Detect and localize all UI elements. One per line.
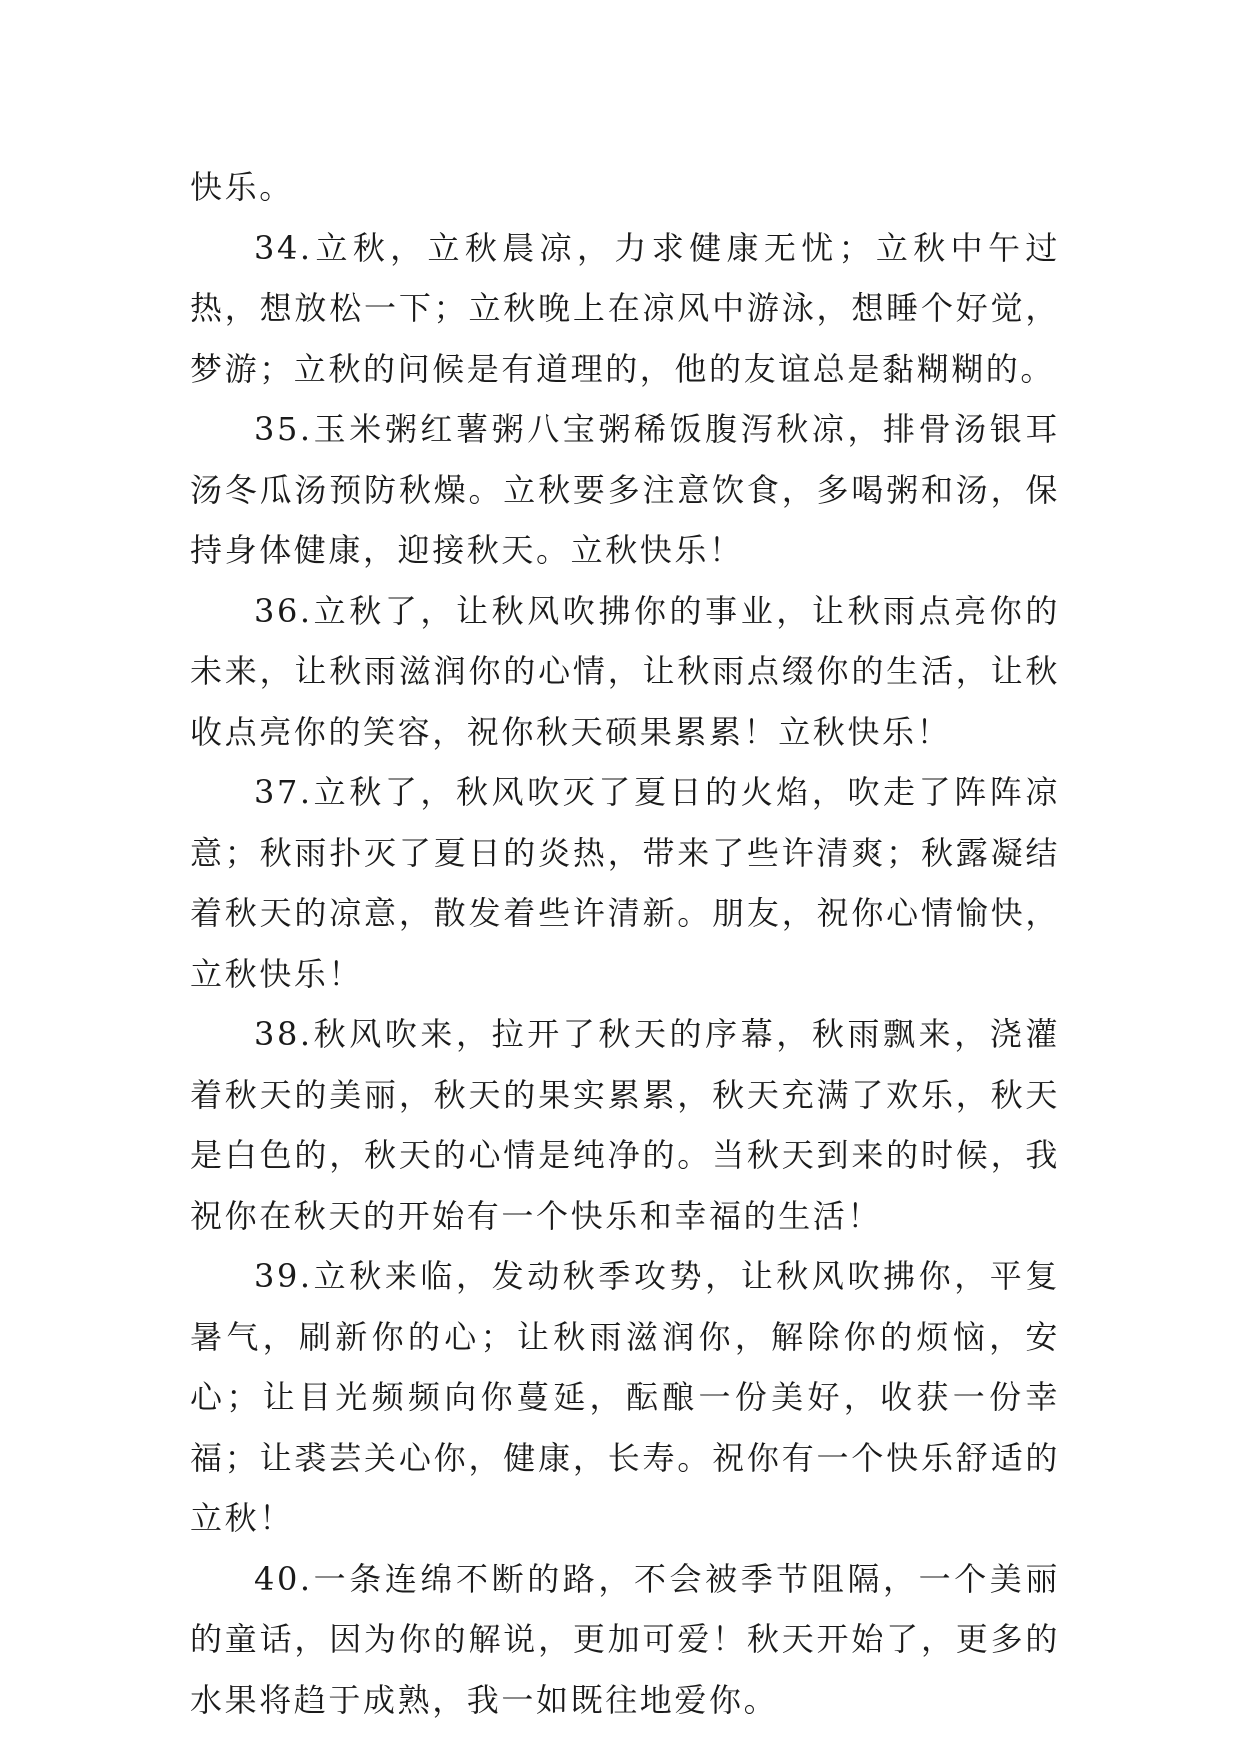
paragraph-34: 34.立秋，立秋晨凉，力求健康无忧；立秋中午过热，想放松一下；立秋晚上在凉风中游泳，想睡个好觉，梦游；立秋的问候是有道理的，他的友谊总是黏糊糊的。 xyxy=(190,228,1060,388)
paragraph-35: 35.玉米粥红薯粥八宝粥稀饭腹泻秋凉，排骨汤银耳汤冬瓜汤预防秋燥。立秋要多注意饮食，多喝粥和汤，保持身体健康，迎接秋天。立秋快乐！ xyxy=(190,410,1060,569)
paragraph-40: 40.一条连绵不断的路，不会被季节阻隔，一个美丽的童话，因为你的解说，更加可爱！秋天开始了，更多的水果将趋于成熟，我一如既往地爱你。 xyxy=(190,1559,1060,1719)
paragraph-37: 37.立秋了，秋风吹灭了夏日的火焰，吹走了阵阵凉意；秋雨扑灭了夏日的炎热，带来了些许清爽；秋露凝结着秋天的凉意，散发着些许清新。朋友，祝你心情愉快，立秋快乐！ xyxy=(190,773,1060,993)
paragraph-38: 38.秋风吹来，拉开了秋天的序幕，秋雨飘来，浇灌着秋天的美丽，秋天的果实累累，秋天充满了欢乐，秋天是白色的，秋天的心情是纯净的。当秋天到来的时候，我祝你在秋天的开始有一个快乐和幸福的生活！ xyxy=(190,1015,1060,1235)
paragraph-36: 36.立秋了，让秋风吹拂你的事业，让秋雨点亮你的未来，让秋雨滋润你的心情，让秋雨点缀你的生活，让秋收点亮你的笑容，祝你秋天硕果累累！立秋快乐！ xyxy=(190,591,1060,751)
paragraph-39: 39.立秋来临，发动秋季攻势，让秋风吹拂你，平复暑气，刷新你的心；让秋雨滋润你，解除你的烦恼，安心；让目光频频向你蔓延，酝酿一份美好，收获一份幸福；让裘芸关心你，健康，长寿。祝你有一个快乐舒适的立秋！ xyxy=(190,1257,1060,1537)
document-body xyxy=(190,157,1060,1730)
paragraph-continuation: 快乐。 xyxy=(190,168,294,206)
